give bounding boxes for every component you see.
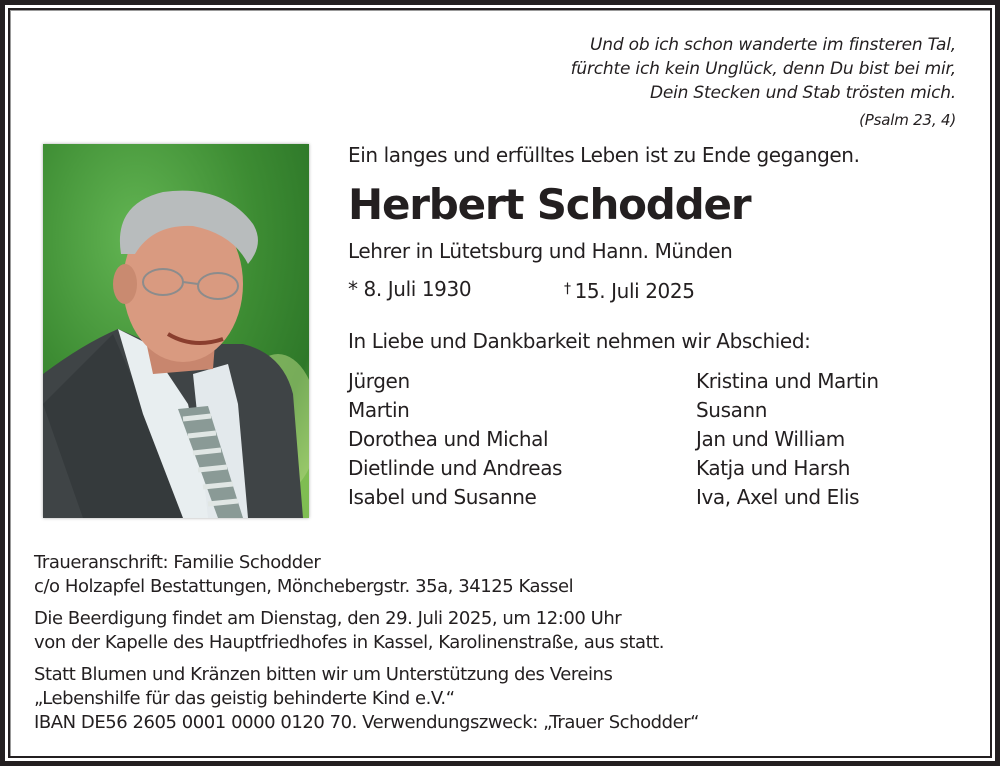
occupation: Lehrer in Lütetsburg und Hann. Münden [348,239,733,263]
bible-verse [571,33,956,132]
donation-line: Statt Blumen und Kränzen bitten wir um Unterstützung des Vereins [34,664,613,685]
death-date-group [564,275,695,305]
birth-date: * 8. Juli 1930 [348,277,472,301]
portrait-illustration [43,144,309,518]
donation-line: „Lebenshilfe für das geistig behinderte Kind e.V.“ [34,688,455,709]
portrait-photo [43,144,309,518]
mourner: Martin [348,398,410,422]
dagger-icon: † [564,281,571,297]
footer-info [34,551,934,743]
mourner: Jürgen [348,369,410,393]
verse-line: Und ob ich schon wanderte im finsteren Tal, [590,35,956,55]
verse-reference: (Psalm 23, 4) [859,111,956,129]
donation-request [34,663,934,735]
mourner: Jan und William [696,427,845,451]
main-text [348,141,968,512]
death-date: 15. Juli 2025 [574,279,695,303]
mourner: Susann [696,398,767,422]
funeral-line: von der Kapelle des Hauptfriedhofes in Kassel, Karolinenstraße, aus statt. [34,632,665,653]
obituary-notice [10,10,990,756]
verse-line: fürchte ich kein Unglück, denn Du bist bei mir, [570,59,956,79]
funeral-details [34,607,934,655]
mourning-address [34,551,934,599]
mourner: Iva, Axel und Elis [696,485,860,509]
life-dates [348,275,968,305]
mourners-list [348,367,968,512]
address-line: Traueranschrift: Familie Schodder [34,552,321,573]
intro-line: Ein langes und erfülltes Leben ist zu Ende gegangen. [348,143,860,167]
mourner: Kristina und Martin [696,369,879,393]
funeral-line: Die Beerdigung findet am Dienstag, den 29. Juli 2025, um 12:00 Uhr [34,608,622,629]
mourners-column-right [696,367,879,512]
address-line: c/o Holzapfel Bestattungen, Mönchebergstr. 35a, 34125 Kassel [34,576,574,597]
mourner: Dietlinde und Andreas [348,456,563,480]
deceased-name: Herbert Schodder [348,180,751,229]
mourner: Dorothea und Michal [348,427,549,451]
mourner: Isabel und Susanne [348,485,537,509]
mourner: Katja und Harsh [696,456,851,480]
farewell-line: In Liebe und Dankbarkeit nehmen wir Abschied: [348,329,811,353]
mourners-column-left [348,367,696,512]
donation-iban: IBAN DE56 2605 0001 0000 0120 70. Verwendungszweck: „Trauer Schodder“ [34,712,700,733]
verse-line: Dein Stecken und Stab trösten mich. [649,83,956,103]
